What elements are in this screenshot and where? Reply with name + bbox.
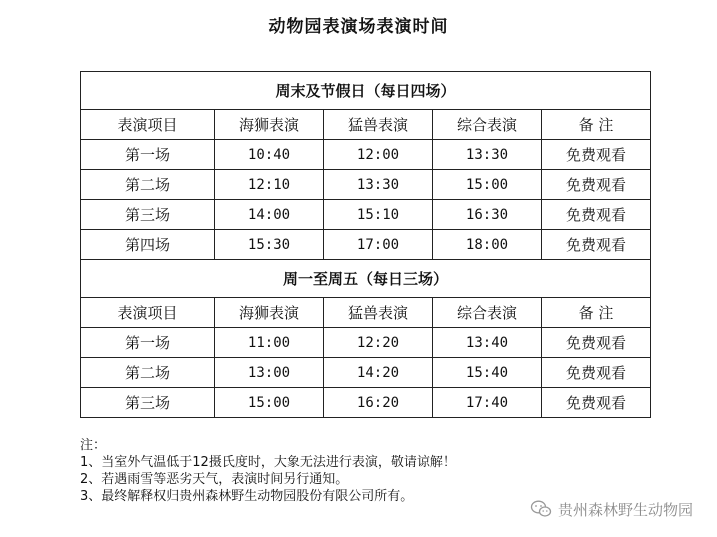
column-header: 海狮表演: [215, 298, 324, 328]
table-cell: 15:00: [433, 170, 542, 200]
table-cell: 第一场: [81, 140, 215, 170]
note-item: 1、当室外气温低于12摄氏度时，大象无法进行表演，敬请谅解！: [80, 455, 456, 470]
column-header: 海狮表演: [215, 110, 324, 140]
column-header: 综合表演: [433, 110, 542, 140]
section-heading: 周一至周五（每日三场）: [81, 260, 651, 298]
table-cell: 免费观看: [542, 140, 651, 170]
section-heading: 周末及节假日（每日四场）: [81, 72, 651, 110]
section-heading-row: [81, 260, 651, 298]
schedule-body: [81, 72, 651, 418]
table-row: [81, 328, 651, 358]
notes-label: 注：: [80, 438, 107, 453]
table-cell: 16:20: [324, 388, 433, 418]
section-heading-row: [81, 72, 651, 110]
table-cell: 15:30: [215, 230, 324, 260]
watermark: [530, 497, 693, 521]
table-cell: 14:00: [215, 200, 324, 230]
table-cell: 13:30: [433, 140, 542, 170]
table-cell: 16:30: [433, 200, 542, 230]
table-cell: 18:00: [433, 230, 542, 260]
table-cell: 12:00: [324, 140, 433, 170]
table-row: [81, 388, 651, 418]
wechat-icon: [530, 499, 552, 519]
table-cell: 10:40: [215, 140, 324, 170]
table-cell: 15:40: [433, 358, 542, 388]
table-cell: 免费观看: [542, 328, 651, 358]
schedule-table: [80, 71, 651, 418]
table-cell: 第三场: [81, 200, 215, 230]
table-cell: 免费观看: [542, 170, 651, 200]
note-item: 2、若遇雨雪等恶劣天气，表演时间另行通知。: [80, 472, 349, 487]
table-cell: 第四场: [81, 230, 215, 260]
notes: [80, 437, 680, 505]
column-header-row: [81, 110, 651, 140]
table-cell: 免费观看: [542, 200, 651, 230]
table-cell: 17:40: [433, 388, 542, 418]
table-cell: 14:20: [324, 358, 433, 388]
table-cell: 12:20: [324, 328, 433, 358]
table-cell: 13:40: [433, 328, 542, 358]
column-header: 备 注: [542, 298, 651, 328]
table-cell: 第二场: [81, 170, 215, 200]
table-cell: 13:00: [215, 358, 324, 388]
table-cell: 13:30: [324, 170, 433, 200]
column-header-row: [81, 298, 651, 328]
table-cell: 第二场: [81, 358, 215, 388]
note-item: 3、最终解释权归贵州森林野生动物园股份有限公司所有。: [80, 489, 414, 504]
table-cell: 15:00: [215, 388, 324, 418]
column-header: 表演项目: [81, 298, 215, 328]
table-cell: 17:00: [324, 230, 433, 260]
table-row: [81, 140, 651, 170]
table-row: [81, 170, 651, 200]
table-row: [81, 200, 651, 230]
table-cell: 第三场: [81, 388, 215, 418]
column-header: 备 注: [542, 110, 651, 140]
table-cell: 11:00: [215, 328, 324, 358]
table-cell: 免费观看: [542, 358, 651, 388]
table-row: [81, 358, 651, 388]
table-cell: 第一场: [81, 328, 215, 358]
table-cell: 免费观看: [542, 230, 651, 260]
table-cell: 12:10: [215, 170, 324, 200]
table-row: [81, 230, 651, 260]
column-header: 综合表演: [433, 298, 542, 328]
column-header: 猛兽表演: [324, 110, 433, 140]
watermark-text: 贵州森林野生动物园: [557, 500, 693, 519]
page-title: 动物园表演场表演时间: [268, 17, 449, 37]
column-header: 猛兽表演: [324, 298, 433, 328]
column-header: 表演项目: [81, 110, 215, 140]
table-cell: 15:10: [324, 200, 433, 230]
table-cell: 免费观看: [542, 388, 651, 418]
